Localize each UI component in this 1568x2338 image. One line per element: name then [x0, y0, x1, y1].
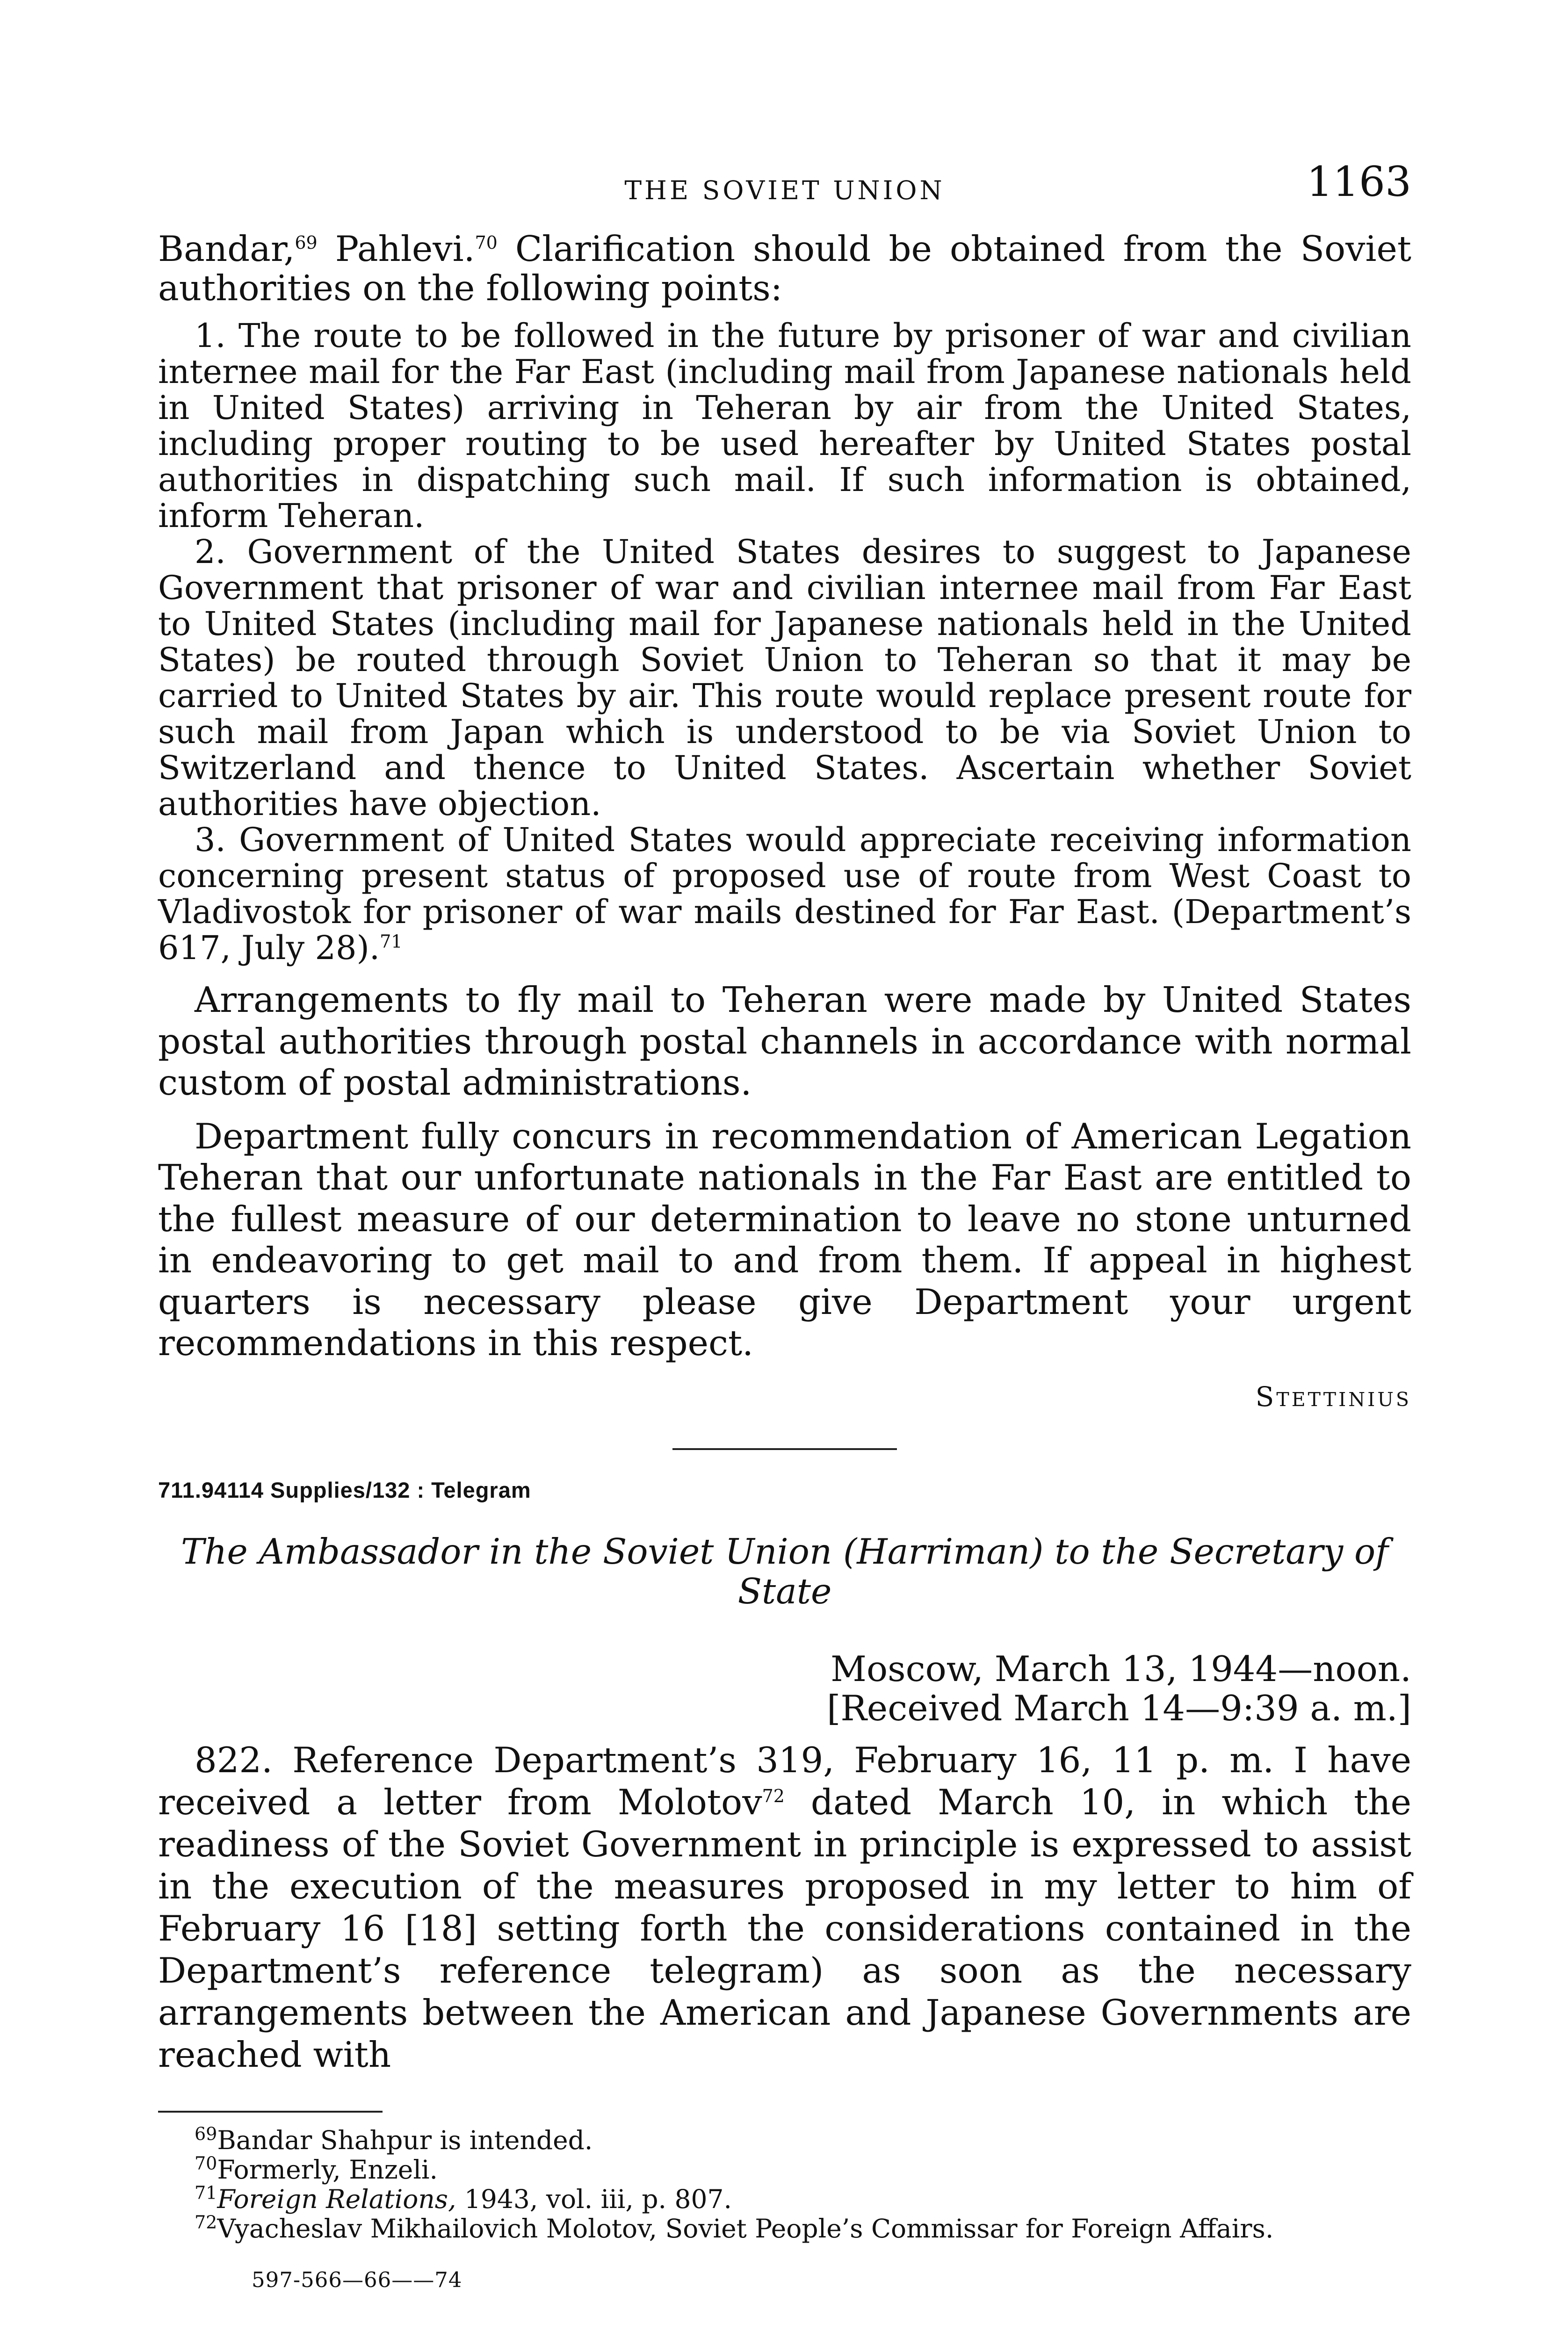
telegram-body-start: 822. Reference Department’s 319, February 16, 11 p. m. I have received a letter from Molotov: [158, 1739, 1411, 1823]
point-3-text: 3. Government of United States would appreciate receiving information concerning present status of proposed use of route from West Coast to Vladivostok for prisoner of war mails destined for Far East. (Department’s 617, July 28).: [158, 821, 1411, 967]
signature: Stettinius: [1255, 1380, 1411, 1413]
footnote-ref-72: 72: [762, 1785, 785, 1806]
opening-text-2: Pahlevi.: [317, 228, 475, 269]
footnote-69: [158, 2123, 1411, 2155]
opening-text-3: Clarification should be obtained from the Soviet authorities on the following points:: [158, 228, 1411, 309]
section-divider: [672, 1448, 897, 1450]
paragraph-arrangements: Arrangements to fly mail to Teheran were made by United States postal authorities through postal channels in accordance with normal custom of postal administrations.: [158, 979, 1411, 1103]
document-title: The Ambassador in the Soviet Union (Harriman) to the Secretary of State: [181, 1530, 1388, 1612]
opening-paragraph: [158, 229, 1411, 308]
footnote-ref-71: 71: [380, 931, 403, 952]
point-2: 2. Government of the United States desires to suggest to Japanese Government that prisoner of war and civilian internee mail from Far East to United States (including mail for Japanese nationals held in the United States) be routed through Soviet Union to Teheran so that it may be carried to United States by air. This route would replace present route for such mail from Japan which is understood to be via Soviet Union to Switzerland and thence to United States. Ascertain whether Soviet authorities have objection.: [158, 533, 1411, 823]
footnote-72: [158, 2214, 1411, 2244]
footnote-italic-71: Foreign Relations,: [217, 2184, 456, 2214]
page-header: [158, 156, 1411, 214]
place-date: Moscow, March 13, 1944—noon.: [831, 1648, 1411, 1689]
footnote-mark-71: 71: [195, 2182, 217, 2203]
page-column: [158, 156, 1411, 2292]
footnote-71: [158, 2182, 1411, 2214]
received-date: [Received March 14—9:39 a. m.]: [827, 1687, 1411, 1729]
footnote-ref-70: 70: [475, 232, 498, 253]
footnote-mark-69: 69: [195, 2123, 217, 2144]
footnote-mark-72: 72: [195, 2212, 217, 2233]
footnote-divider: [158, 2111, 383, 2113]
printer-code: 597-566—66——74: [252, 2267, 462, 2292]
point-1: 1. The route to be followed in the future by prisoner of war and civilian internee mail for the Far East (including mail from Japanese nationals held in United States) arriving in Teheran by air from the United States, including proper routing to be used hereafter by United States postal authorities in dispatching such mail. If such information is obtained, inform Teheran.: [158, 317, 1411, 535]
footnote-text-72: Vyacheslav Mikhailovich Molotov, Soviet People’s Commissar for Foreign Affairs.: [217, 2214, 1274, 2244]
opening-text-1: Bandar,: [158, 228, 295, 269]
telegram-body-end: dated March 10, in which the readiness of the Soviet Government in principle is expressed to assist in the execution of the measures proposed in my letter to him of February 16 [18] setting forth the considerations contained in the Department’s reference telegram) as soon as the necessary arrangements between the American and Japanese Governments are reached with: [158, 1781, 1411, 2075]
running-head: THE SOVIET UNION: [624, 175, 945, 205]
page-number: 1163: [1307, 158, 1411, 206]
footnote-ref-69: 69: [295, 232, 318, 253]
footnote-mark-70: 70: [195, 2153, 217, 2174]
telegram-body: [158, 1739, 1411, 2076]
footnote-text-69: Bandar Shahpur is intended.: [217, 2125, 593, 2155]
footnote-text-71: 1943, vol. iii, p. 807.: [456, 2184, 732, 2214]
footnote-text-70: Formerly, Enzeli.: [217, 2154, 438, 2185]
paragraph-department: Department fully concurs in recommendation of American Legation Teheran that our unfortunate nationals in the Far East are entitled to the fullest measure of our determination to leave no stone unturned in endeavoring to get mail to and from them. If appeal in highest quarters is necessary please give Department your urgent recommendations in this respect.: [158, 1115, 1411, 1364]
footnote-70: [158, 2155, 1411, 2185]
file-reference: 711.94114 Supplies/132 : Telegram: [158, 1477, 531, 1502]
point-3: [158, 822, 1411, 966]
